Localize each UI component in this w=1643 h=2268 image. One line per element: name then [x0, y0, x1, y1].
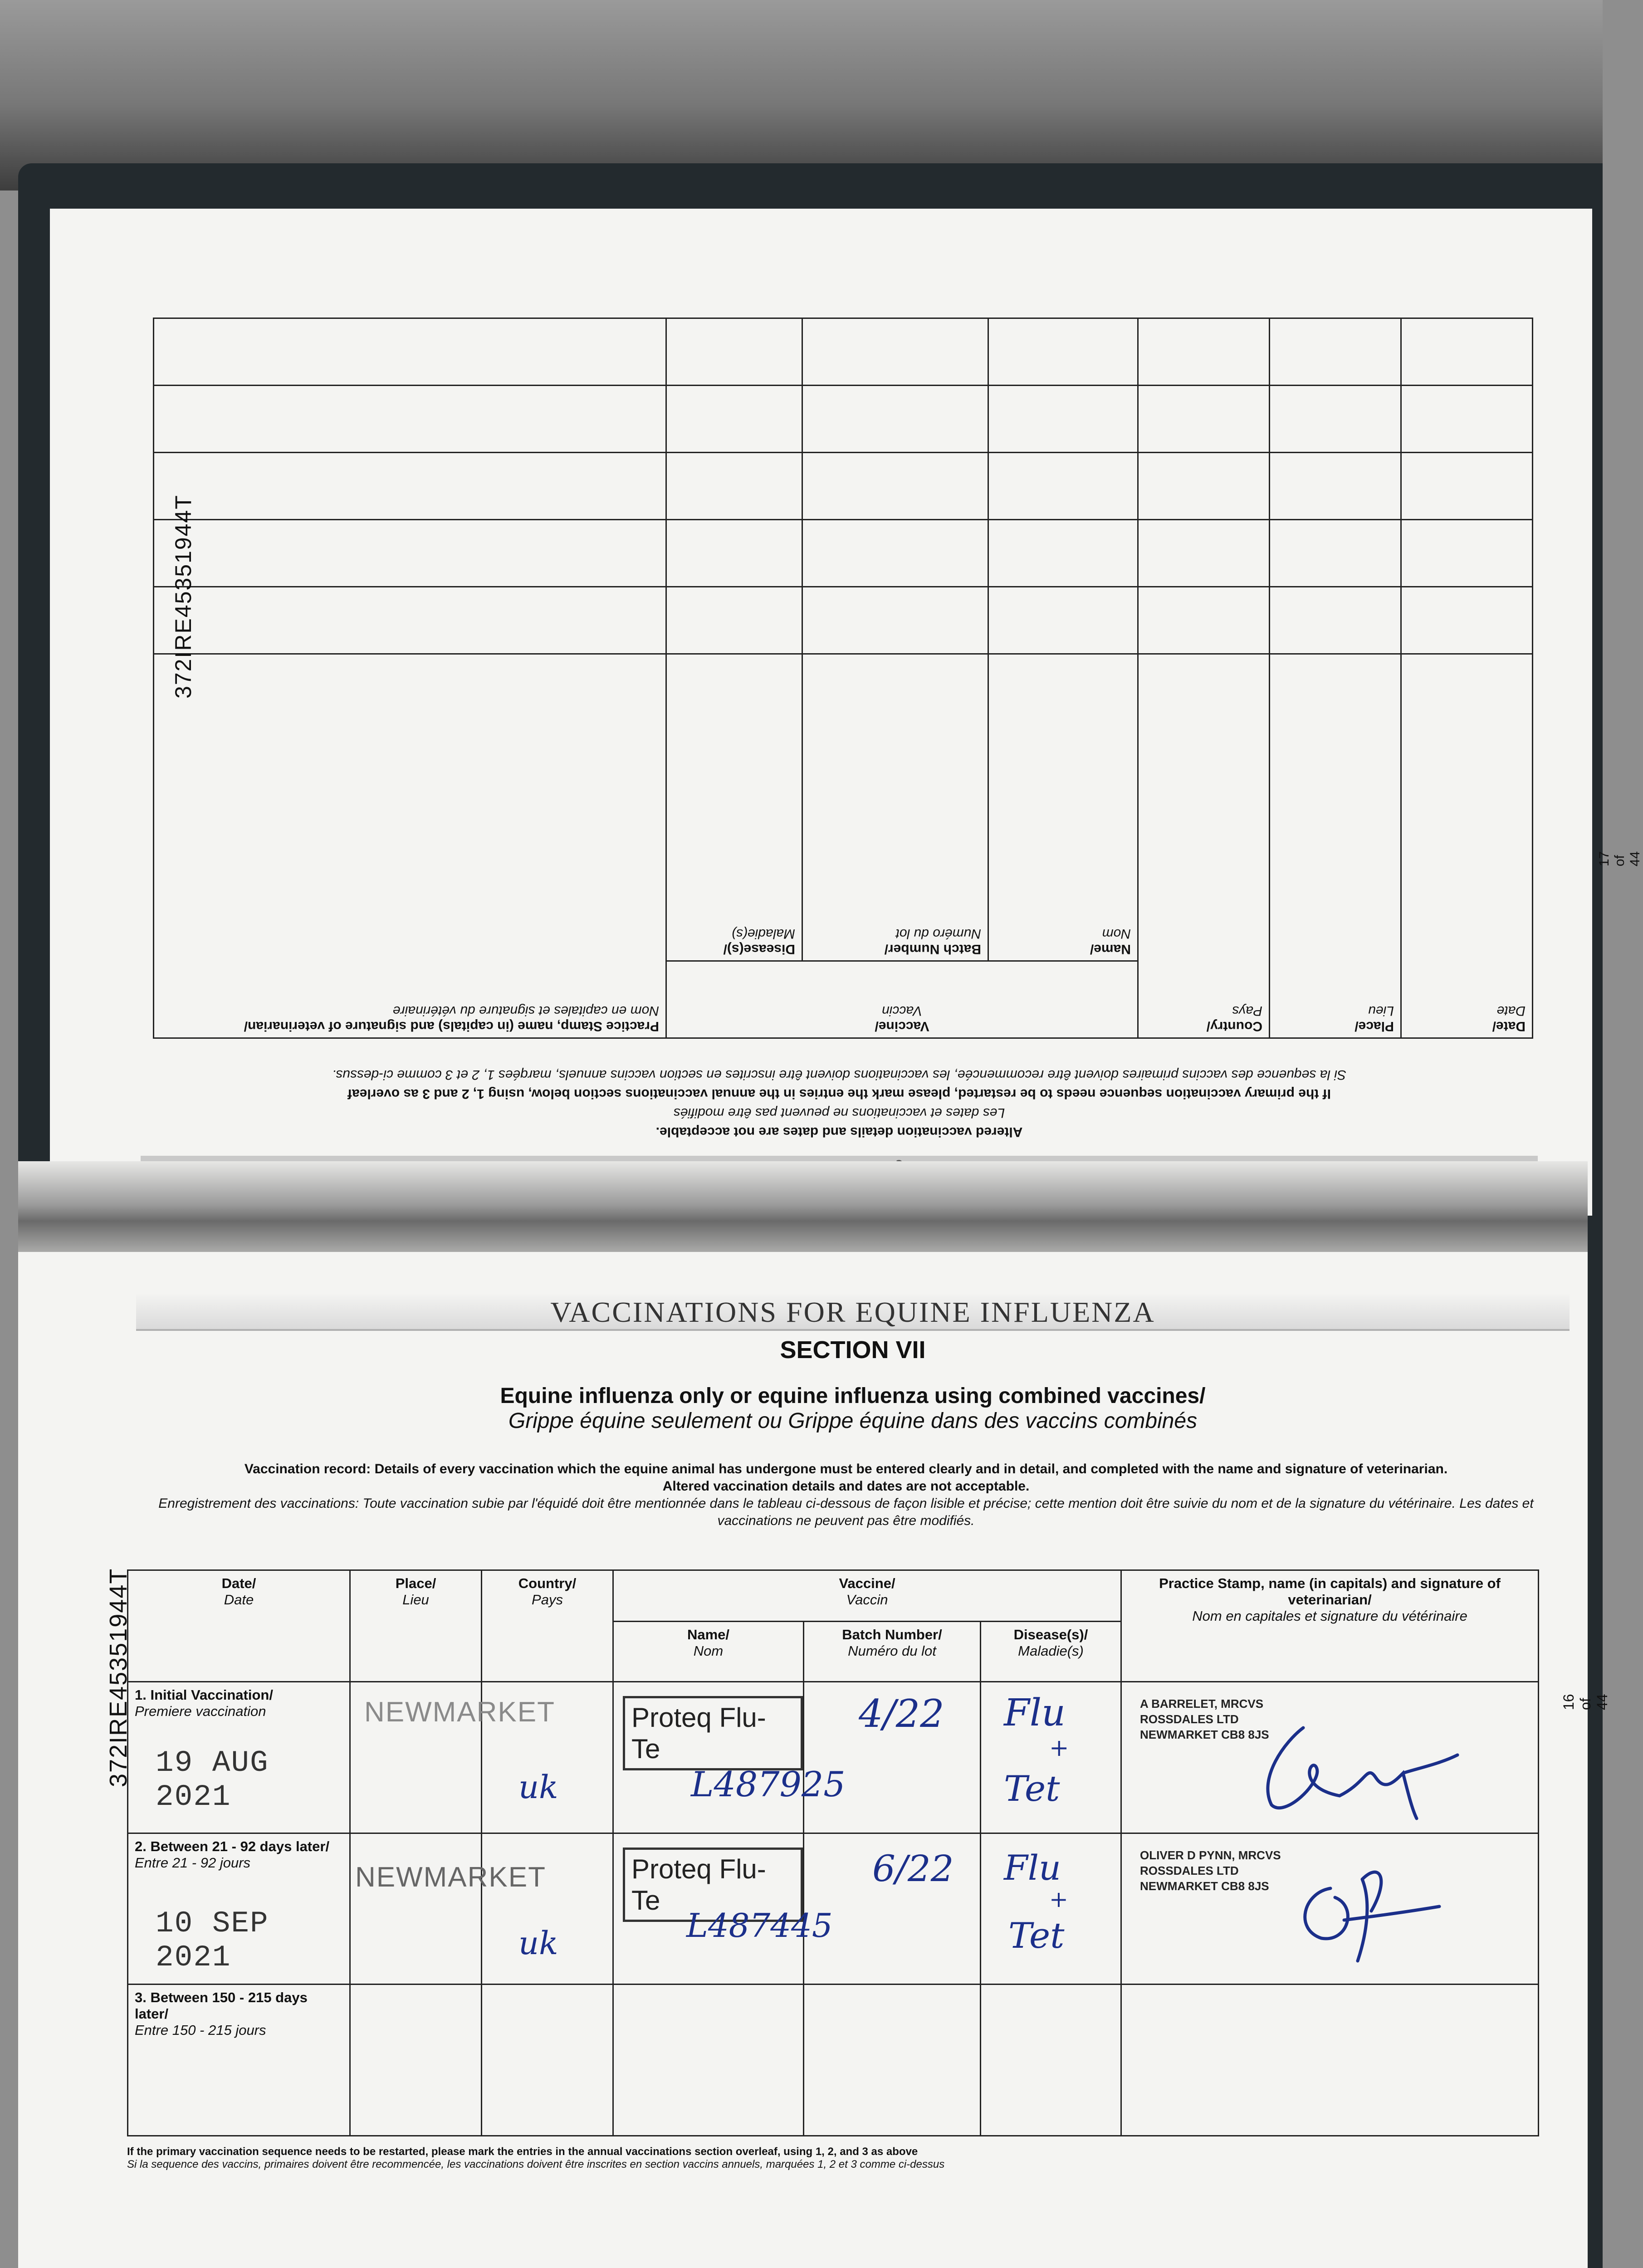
row-2-vaccine-stamp: Proteq Flu-Te	[623, 1848, 803, 1922]
page-17	[50, 209, 1643, 1216]
row-1-country: uk	[518, 1769, 558, 1806]
header-country: Country/ Pays	[482, 1570, 613, 1682]
row-1-disease-2: Tet	[1004, 1769, 1060, 1810]
row-1-date-stamp: 19 AUG 2021	[156, 1746, 269, 1814]
upper-header-name: Name/ Nom	[988, 654, 1138, 961]
footnote-fr: Si la sequence des vaccins, primaires doivent être recommencée, les vaccinations doivent être inscrites en section vaccins annuels, marquées 1, 2 et 3 comme ci-dessus	[127, 2158, 945, 2170]
header-date: Date/ Date	[128, 1570, 350, 1682]
upper-header-vaccine: Vaccine/ Vaccin	[666, 961, 1138, 1038]
row-2-country-cell	[482, 1833, 613, 1984]
upper-empty-row	[153, 519, 1532, 587]
table-row	[128, 1833, 1539, 1984]
header-practice-stamp: Practice Stamp, name (in capitals) and signature of veterinarian/ Nom en capitales et signature du vétérinaire	[1121, 1570, 1539, 1682]
vaccination-record-instructions	[136, 1461, 1556, 1530]
header-name: Name/ Nom	[613, 1621, 804, 1681]
row-3-batch-cell	[804, 1984, 981, 2136]
row-3-country-cell	[482, 1984, 613, 2136]
header-batch-number: Batch Number/ Numéro du lot	[804, 1621, 981, 1681]
row-1-country-cell	[482, 1682, 613, 1833]
table-row	[128, 1682, 1539, 1833]
row-2-vaccine-name-cell	[613, 1833, 833, 1984]
upper-note-restart-en: If the primary vaccination sequence needs to be restarted, please mark the entries in the annual vaccinations section below, using 1, 2 and 3 as overleaf	[347, 1086, 1331, 1101]
upper-page-number: 17 of 44	[1597, 851, 1643, 866]
upper-empty-row	[153, 452, 1532, 519]
section-heading: SECTION VII	[780, 1336, 926, 1364]
table-row	[128, 1984, 1539, 2136]
row-2-vet-name: OLIVER D PYNN, MRCVS	[1140, 1848, 1281, 1862]
upper-note-altered-fr: Les dates et vaccinations ne peuvent pas être modifiés	[673, 1105, 1005, 1120]
header-vaccine: Vaccine/ Vaccin	[613, 1570, 1121, 1622]
upper-notes	[141, 1063, 1538, 1143]
row-2-country: uk	[518, 1924, 558, 1962]
row-3-vaccine-name-cell	[613, 1984, 804, 2136]
footnote-en: If the primary vaccination sequence needs to be restarted, please mark the entries in the annual vaccinations section overleaf, using 1, 2, and 3 as above	[127, 2146, 918, 2158]
scan-background	[0, 0, 1603, 191]
row-2-vet-practice: ROSSDALES LTD	[1140, 1863, 1239, 1877]
row-2-batch-cell	[804, 1833, 981, 1984]
upper-header-disease: Disease(s)/ Maladie(s)	[666, 654, 802, 961]
row-1-disease-cell	[981, 1682, 1121, 1833]
page-title: VACCINATIONS FOR EQUINE INFLUENZA	[136, 1293, 1570, 1331]
upper-table-header	[153, 961, 1532, 1038]
upper-note-restart-fr: Si la sequence des vaccins primaires doivent être recommencée, les vaccinations doivent être inscrites en section vaccins annuels, marqées 1, 2 et 3 comme ci-dessus.	[332, 1067, 1347, 1082]
row-2-date-cell: 2. Between 21 - 92 days later/ Entre 21 - 92 jours 10 SEP 2021	[128, 1833, 350, 1984]
row-2-vet-stamp	[1140, 1848, 1281, 1894]
row-2-disease-cell	[981, 1833, 1121, 1984]
row-2-disease-2: Tet	[1008, 1915, 1065, 1956]
vaccination-table	[127, 1569, 1539, 2136]
row-1-signature	[1203, 1714, 1485, 1823]
row-2-place-stamp: NEWMARKET	[355, 1861, 546, 1893]
subtitle	[136, 1383, 1570, 1433]
row-1-date-cell: 1. Initial Vaccination/ Premiere vaccination 19 AUG 2021	[128, 1682, 350, 1833]
row-1-place-stamp: NEWMARKET	[364, 1696, 555, 1728]
upper-empty-row	[153, 587, 1532, 654]
row-1-vaccine-name-cell	[613, 1682, 846, 1833]
row-1-disease-1: Flu	[1004, 1691, 1066, 1735]
row-3-disease-cell	[981, 1984, 1121, 2136]
page-number: 16 of 44	[1560, 1694, 1610, 1710]
row-1-batch-number: L487925	[691, 1764, 846, 1805]
record-en-1: Vaccination record: Details of every vaccination which the equine animal has undergone must be entered clearly and in detail, and completed with the name and signature of veterinarian.	[244, 1461, 1448, 1476]
row-2-vet-address: NEWMARKET CB8 8JS	[1140, 1879, 1269, 1893]
record-fr: Enregistrement des vaccinations: Toute vaccination subie par l'équidé doit être mentionnée dans le tableau ci-dessous de façon lisible et précise; cette mention doit être suivie du nom et de la signature du vétérinaire. Les dates et vaccinations ne peuvent pas être modifiés.	[158, 1496, 1534, 1528]
row-2-batch-expiry: 6/22	[872, 1847, 954, 1890]
row-3-place-cell	[350, 1984, 482, 2136]
upper-header-country: Country/ Pays	[1138, 654, 1270, 1038]
upper-header-date: Date/ Date	[1401, 654, 1533, 1038]
upper-vaccination-table	[153, 318, 1533, 1039]
row-2-disease-plus: +	[1049, 1886, 1068, 1912]
row-1-disease-plus: +	[1049, 1735, 1069, 1762]
row-2-date-stamp: 10 SEP 2021	[156, 1906, 269, 1975]
table-header	[128, 1570, 1539, 1622]
upper-note-altered-en: Altered vaccination details and dates are not acceptable.	[655, 1124, 1023, 1139]
row-2-disease-1: Flu	[1004, 1847, 1061, 1888]
row-1-vet-address: NEWMARKET CB8 8JS	[1140, 1728, 1269, 1742]
upper-header-stamp: Practice Stamp, name (in capitals) and signature of veterinarian/ Nom en capitales et signature du vétérinaire	[153, 654, 666, 1038]
row-1-vaccine-stamp: Proteq Flu-Te	[623, 1696, 803, 1770]
row-1-batch-cell	[804, 1682, 981, 1833]
header-place: Place/ Lieu	[350, 1570, 482, 1682]
row-2-batch-number: L487445	[686, 1906, 833, 1945]
row-3-date-cell: 3. Between 150 - 215 days later/ Entre 150 - 215 jours	[128, 1984, 350, 2136]
record-en-2: Altered vaccination details and dates are not acceptable.	[662, 1479, 1030, 1494]
page-17-rotated-content	[50, 209, 1592, 1216]
upper-header-batch: Batch Number/ Numéro du lot	[802, 654, 988, 961]
row-2-signature	[1276, 1852, 1448, 1970]
subtitle-en: Equine influenza only or equine influenza using combined vaccines/	[500, 1384, 1206, 1408]
upper-header-place: Place/ Lieu	[1270, 654, 1401, 1038]
footnote	[127, 2146, 1538, 2171]
upper-passport-id: 372IRE45351944T	[171, 494, 196, 699]
row-1-vet-name: A BARRELET, MRCVS	[1140, 1697, 1264, 1711]
page-16	[18, 1252, 1610, 2268]
row-3-practice-stamp-cell	[1121, 1984, 1539, 2136]
row-1-vet-practice: ROSSDALES LTD	[1140, 1712, 1239, 1726]
upper-empty-row	[153, 318, 1532, 386]
header-diseases: Disease(s)/ Maladie(s)	[981, 1621, 1121, 1681]
row-2-practice-stamp-cell	[1121, 1833, 1539, 1984]
passport-id: 372IRE45351944T	[105, 1568, 132, 1787]
upper-empty-row	[153, 385, 1532, 452]
row-1-practice-stamp-cell	[1121, 1682, 1539, 1833]
subtitle-fr: Grippe équine seulement ou Grippe équine dans des vaccins combinés	[508, 1409, 1198, 1433]
row-1-batch-expiry: 4/22	[859, 1691, 944, 1736]
